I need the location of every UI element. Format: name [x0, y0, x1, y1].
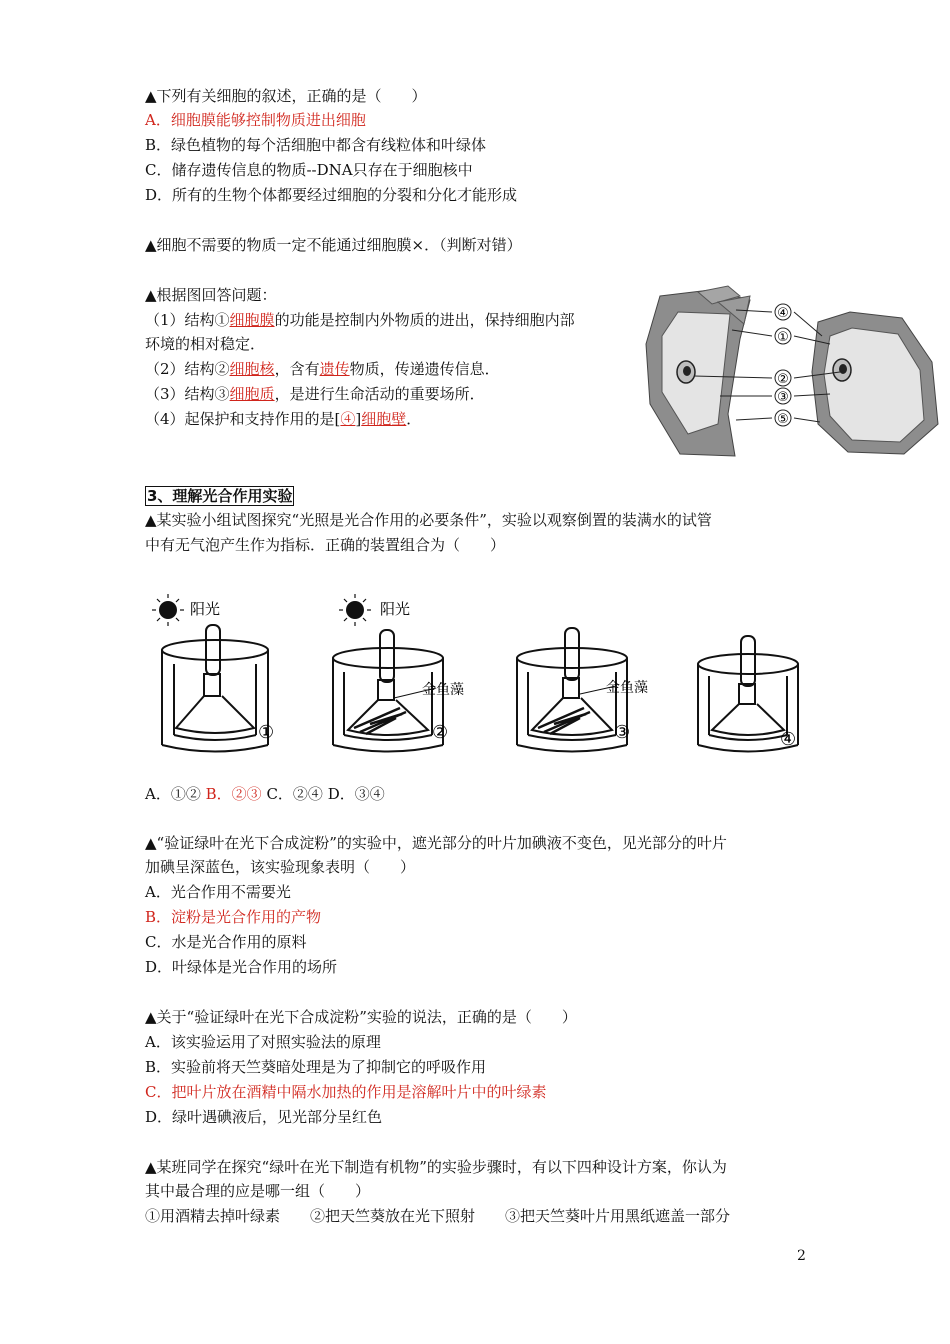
q4-options: A．①② B．②③ C．②④ D．③④: [145, 785, 385, 803]
q5-option-b: B．淀粉是光合作用的产物: [145, 908, 322, 926]
q4-correct-option: B．②③: [205, 785, 262, 803]
cell-label-2: ②: [777, 372, 789, 387]
q1-option-a: A．细胞膜能够控制物质进出细胞: [145, 111, 366, 129]
page-number: 2: [797, 1248, 806, 1264]
sun-icon: [339, 594, 371, 626]
section-heading: 3、理解光合作用实验: [147, 487, 293, 505]
q6-stem: ▲关于“验证绿叶在光下合成淀粉”实验的说法，正确的是（ ）: [145, 1008, 577, 1026]
q6-option-d: D．绿叶遇碘液后，见光部分呈红色: [145, 1108, 383, 1126]
q1-option-d: D．所有的生物个体都要经过细胞的分裂和分化才能形成: [145, 186, 518, 204]
q3-line4: （4）起保护和支持作用的是[④]细胞壁．: [145, 410, 422, 428]
plant-label-1: 金鱼藻: [422, 682, 464, 698]
q4-stem-line2: 中有无气泡产生作为指标．正确的装置组合为（ ）: [145, 536, 506, 554]
plant-cell-diagram: [640, 284, 945, 464]
apparatus-label-2: ②: [432, 722, 449, 743]
q7-stem-line1: ▲某班同学在探究“绿叶在光下制造有机物”的实验步骤时，有以下四种设计方案，你认为: [145, 1158, 727, 1176]
q5-option-a: A．光合作用不需要光: [145, 883, 291, 901]
q7-stem-line2: 其中最合理的应是哪一组（ ）: [145, 1182, 371, 1200]
cell-label-5: ⑤: [777, 412, 789, 427]
q3-line2: （2）结构②细胞核，含有遗传物质，传递遗传信息．: [145, 360, 500, 378]
apparatus-label-4: ④: [780, 729, 797, 750]
q3-answer-nucleus: 细胞核: [229, 360, 275, 378]
q6-option-b: B．实验前将天竺葵暗处理是为了抑制它的呼吸作用: [145, 1058, 487, 1076]
apparatus-label-3: ③: [614, 722, 631, 743]
q3-answer-cytoplasm: 细胞质: [229, 385, 275, 403]
sun-label-1: 阳光: [190, 600, 221, 618]
q5-option-d: D．叶绿体是光合作用的场所: [145, 958, 338, 976]
q3-answer-number: ④: [340, 410, 356, 428]
plant-label-2: 金鱼藻: [606, 680, 648, 696]
q3-answer-membrane: 细胞膜: [229, 311, 275, 329]
sun-icon: [152, 594, 184, 626]
q5-stem-line2: 加碘呈深蓝色，该实验现象表明（ ）: [145, 858, 416, 876]
sun-label-2: 阳光: [380, 600, 411, 618]
q2-stem: ▲细胞不需要的物质一定不能通过细胞膜×．（判断对错）: [145, 236, 522, 254]
cell-label-3: ③: [777, 390, 789, 405]
q3-line1: （1）结构①细胞膜的功能是控制内外物质的进出，保持细胞内部: [145, 311, 575, 329]
apparatus-label-1: ①: [258, 722, 275, 743]
q3-line3: （3）结构③细胞质，是进行生命活动的重要场所．: [145, 385, 485, 403]
q3-line1-cont: 环境的相对稳定．: [145, 335, 266, 353]
q5-option-c: C．水是光合作用的原料: [145, 933, 307, 951]
q6-option-c: C．把叶片放在酒精中隔水加热的作用是溶解叶片中的叶绿素: [145, 1083, 547, 1101]
q7-steps: ①用酒精去掉叶绿素 ②把天竺葵放在光下照射 ③把天竺葵叶片用黑纸遮盖一部分: [145, 1207, 731, 1225]
q1-stem: ▲下列有关细胞的叙述，正确的是（ ）: [145, 87, 427, 105]
q3-answer-genetic: 遗传: [319, 360, 350, 378]
q1-option-c: C．储存遗传信息的物质--DNA只存在于细胞核中: [145, 161, 473, 179]
q5-stem-line1: ▲“验证绿叶在光下合成淀粉”的实验中，遮光部分的叶片加碘液不变色，见光部分的叶片: [145, 834, 727, 852]
q4-stem-line1: ▲某实验小组试图探究“光照是光合作用的必要条件”，实验以观察倒置的装满水的试管: [145, 511, 712, 529]
q6-option-a: A．该实验运用了对照实验法的原理: [145, 1033, 381, 1051]
cell-label-4: ④: [777, 306, 789, 321]
q3-answer-wall: 细胞壁: [361, 410, 407, 428]
q1-option-b: B．绿色植物的每个活细胞中都含有线粒体和叶绿体: [145, 136, 487, 154]
photosynthesis-apparatus-diagram: [140, 590, 810, 760]
cell-label-1: ①: [777, 330, 789, 345]
q3-stem: ▲根据图回答问题：: [145, 286, 277, 304]
